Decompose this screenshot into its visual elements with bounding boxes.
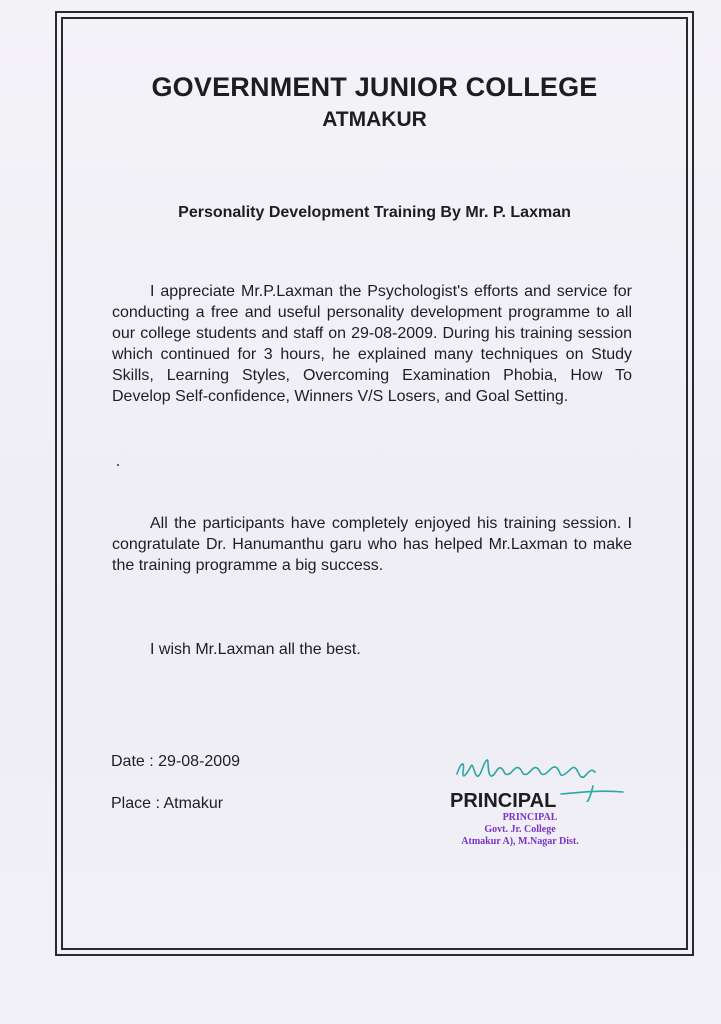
date-value: 29-08-2009: [158, 753, 240, 770]
date-label: Date: [111, 753, 145, 770]
college-name: GOVERNMENT JUNIOR COLLEGE: [151, 72, 598, 102]
college-location: ATMAKUR: [322, 108, 427, 131]
place-line: Place : Atmakur: [111, 795, 224, 812]
stray-dot: [117, 464, 119, 466]
stamp-line-1: PRINCIPAL: [502, 812, 558, 823]
stamp-line-3: Atmakur A), M.Nagar Dist.: [461, 836, 579, 847]
body-paragraph-3: I wish Mr.Laxman all the best.: [150, 641, 361, 658]
body-paragraph-1: I appreciate Mr.P.Laxman the Psychologist's efforts and service for conducting a free and useful personality development programme to all our college students and staff on 29-08-2009. During his training session which continued for 3 hours, he explained many techniques on Study Skills, Learning Styles, Overcoming Examination Phobia, How To Develop Self-confidence, Winners V/S Losers, and Goal Setting.: [112, 283, 632, 405]
signatory-title: PRINCIPAL: [450, 790, 557, 812]
body-paragraph-2: All the participants have completely enjoyed his training session. I congratulate Dr. Hanumanthu garu who has helped Mr.Laxman to make the training programme a big success.: [112, 515, 632, 574]
stamp-line-2: Govt. Jr. College: [484, 824, 556, 835]
document-heading: Personality Development Training By Mr. P. Laxman: [178, 204, 571, 221]
place-label: Place: [111, 795, 152, 812]
official-stamp: [440, 812, 600, 848]
place-value: Atmakur: [163, 795, 224, 812]
date-line: Date : 29-08-2009: [111, 753, 240, 770]
